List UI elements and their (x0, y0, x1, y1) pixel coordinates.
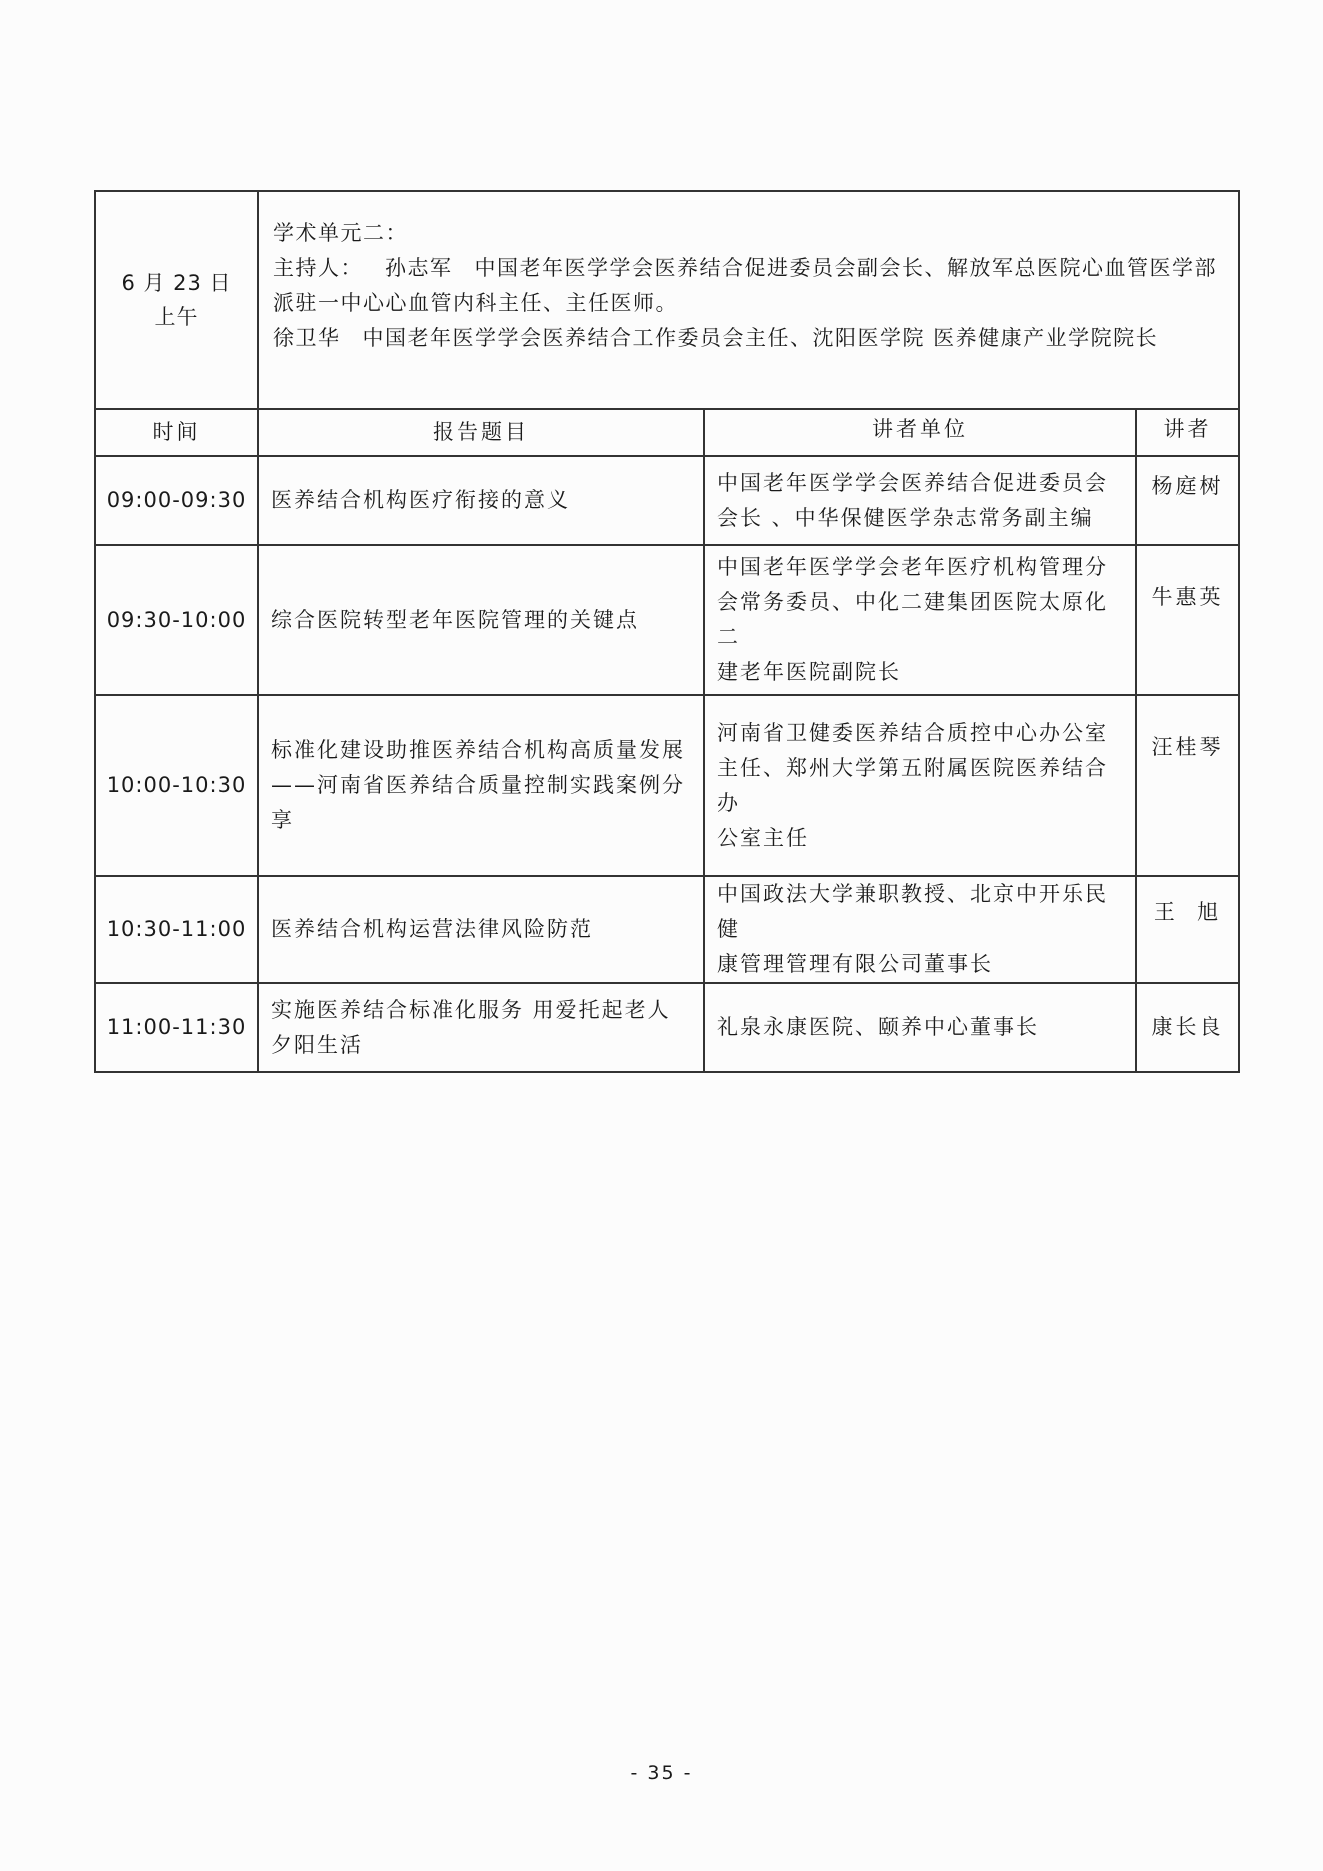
row-speaker: 汪桂琴 (1136, 695, 1239, 876)
host1-title: 中国老年医学学会医养结合促进委员会副会长、解放军总医院心血管医学部 (474, 256, 1217, 280)
row-topic-line: ——河南省医养结合质量控制实践案例分 (271, 773, 685, 797)
host-label: 主持人： (273, 256, 363, 280)
row-time: 11:00-11:30 (95, 983, 258, 1072)
row-topic-line: 夕阳生活 (271, 1032, 363, 1057)
row-unit (704, 876, 1136, 983)
session-row (95, 191, 1239, 409)
table-header-row (95, 409, 1239, 456)
table-row (95, 456, 1239, 545)
row-unit-line: 礼泉永康医院、颐养中心董事长 (717, 1015, 1039, 1039)
table-row (95, 545, 1239, 695)
host1-line (273, 251, 1228, 286)
row-time: 10:30-11:00 (95, 876, 258, 983)
row-unit (704, 545, 1136, 695)
header-time: 时间 (95, 409, 258, 456)
row-topic-line: 享 (271, 808, 294, 832)
row-speaker: 杨庭树 (1136, 456, 1239, 545)
unit-title: 学术单元二： (273, 221, 408, 245)
row-topic (258, 876, 704, 983)
row-unit-line: 中国老年医学学会老年医疗机构管理分 (717, 555, 1108, 579)
host2-title: 中国老年医学学会医养结合工作委员会主任、沈阳医学院 医养健康产业学院院长 (362, 326, 1159, 350)
row-unit-line: 河南省卫健委医养结合质控中心办公室 (717, 720, 1108, 745)
header-topic: 报告题目 (258, 409, 704, 456)
table-row (95, 983, 1239, 1072)
row-topic-line: 标准化建设助推医养结合机构高质量发展 (271, 738, 685, 762)
session-info (258, 191, 1239, 409)
row-speaker: 康长良 (1136, 983, 1239, 1072)
row-unit-line: 公室主任 (717, 825, 809, 850)
host1-title-cont: 派驻一中心心血管内科主任、主任医师。 (273, 291, 678, 315)
header-speaker: 讲者 (1136, 409, 1239, 456)
schedule-table (94, 190, 1240, 1073)
row-unit (704, 983, 1136, 1072)
session-date-period: 上午 (154, 305, 199, 329)
row-unit (704, 695, 1136, 876)
row-time: 09:00-09:30 (95, 456, 258, 545)
row-unit-line: 主任、郑州大学第五附属医院医养结合办 (717, 755, 1108, 815)
table-row (95, 695, 1239, 876)
row-topic-line: 医养结合机构医疗衔接的意义 (271, 488, 570, 512)
row-unit-line: 建老年医院副院长 (717, 660, 901, 684)
row-speaker: 王 旭 (1136, 876, 1239, 983)
row-unit-line: 会常务委员、中化二建集团医院太原化二 (717, 590, 1108, 649)
row-unit-line: 中国政法大学兼职教授、北京中开乐民健 (717, 882, 1108, 941)
row-topic (258, 983, 704, 1072)
row-topic (258, 695, 704, 876)
row-topic-line: 医养结合机构运营法律风险防范 (271, 917, 593, 941)
row-time: 10:00-10:30 (95, 695, 258, 876)
host1-name: 孙志军 (385, 256, 453, 280)
table-row (95, 876, 1239, 983)
page-number: - 35 - (630, 1762, 693, 1784)
session-date-day: 6 月 23 日 (121, 271, 232, 295)
row-unit (704, 456, 1136, 545)
host2-name: 徐卫华 (273, 326, 341, 350)
row-topic-line: 实施医养结合标准化服务 用爱托起老人 (271, 997, 671, 1022)
row-topic (258, 545, 704, 695)
header-unit: 讲者单位 (704, 409, 1136, 456)
session-date (95, 191, 258, 409)
row-unit-line: 会长 、中华保健医学杂志常务副主编 (717, 505, 1094, 530)
row-speaker: 牛惠英 (1136, 545, 1239, 695)
host2-line (273, 321, 1228, 356)
row-unit-line: 中国老年医学学会医养结合促进委员会 (717, 470, 1108, 495)
row-topic (258, 456, 704, 545)
row-time: 09:30-10:00 (95, 545, 258, 695)
row-unit-line: 康管理管理有限公司董事长 (717, 952, 993, 976)
row-topic-line: 综合医院转型老年医院管理的关键点 (271, 607, 639, 632)
